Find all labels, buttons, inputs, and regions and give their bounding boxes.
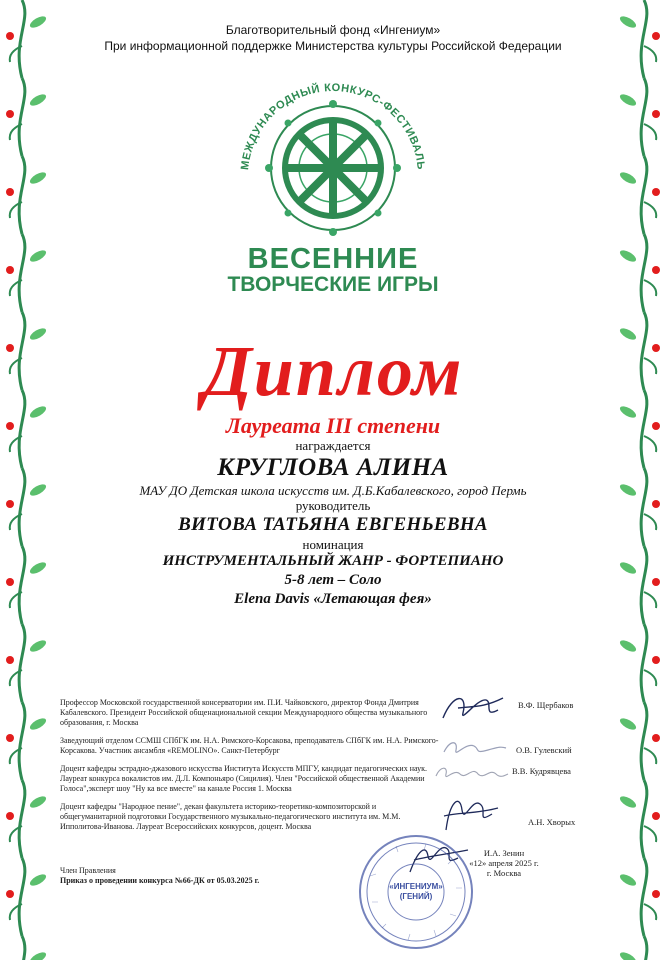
date-block <box>454 848 554 878</box>
festival-emblem <box>226 58 440 248</box>
jury-desc-2: Заведующий отделом ССМШ СПбГК им. Н.А. Римского-Корсакова, преподаватель СПбГК им. Н.А. Римского-Корсакова. Участник ансамбля «REMOLINO». Санкт-Петербург <box>60 736 439 755</box>
vine-leaf <box>618 950 638 960</box>
vine-stem <box>641 624 647 702</box>
vine-curl <box>644 748 656 764</box>
vine-curl <box>644 124 656 140</box>
vine-stem <box>641 546 647 624</box>
vine-berry <box>652 734 660 742</box>
vine-curl <box>644 670 656 686</box>
vine-leaf <box>618 170 638 186</box>
emblem-ring-text: МЕЖДУНАРОДНЫЙ КОНКУРС-ФЕСТИВАЛЬ <box>239 81 427 171</box>
board-role: Член Правления <box>60 866 116 875</box>
vine-stem <box>641 78 647 156</box>
vine-berry <box>652 188 660 196</box>
nomination-label: номинация <box>302 537 364 552</box>
vine-stem <box>19 546 25 624</box>
vine-berry <box>652 422 660 430</box>
vine-stem <box>19 78 25 156</box>
vine-stem <box>19 624 25 702</box>
vine-stem <box>641 858 647 936</box>
stamp-center-1: «ИНГЕНИУМ» <box>389 882 443 891</box>
vine-stem <box>641 468 647 546</box>
vine-berry <box>6 812 14 820</box>
vine-leaf <box>28 560 48 576</box>
mentor-label: руководитель <box>295 498 371 513</box>
vine-leaf <box>618 872 638 888</box>
vine-leaf <box>28 638 48 654</box>
signature-2 <box>440 734 510 760</box>
footer-left <box>60 866 259 886</box>
vine-stem <box>19 858 25 936</box>
school-name: МАУ ДО Детская школа искусств им. Д.Б.Кабалевского, город Пермь <box>139 483 527 498</box>
vine-berry <box>652 110 660 118</box>
vine-curl <box>644 826 656 842</box>
vine-berry <box>652 578 660 586</box>
vine-curl <box>644 904 656 920</box>
vine-berry <box>652 890 660 898</box>
stamp-center-2: (ГЕНИЙ) <box>399 892 433 901</box>
vine-leaf <box>618 482 638 498</box>
jury-list <box>60 698 440 840</box>
vine-stem <box>19 936 25 960</box>
vine-berry <box>6 500 14 508</box>
vine-berry <box>6 110 14 118</box>
vine-leaf <box>28 950 48 960</box>
vine-berry <box>6 890 14 898</box>
jury-name-3: В.В. Кудрявцева <box>512 766 571 776</box>
festival-title-line1: ВЕСЕННИЕ <box>247 243 419 275</box>
participant-name: КРУГЛОВА АЛИНА <box>217 454 449 481</box>
vine-leaf <box>618 560 638 576</box>
signature-1 <box>438 688 508 728</box>
laureate-degree: Лауреата III степени <box>225 413 441 438</box>
jury-desc-4: Доцент кафедры "Народное пение", декан факультета историко-теоретико-композиторской и общегуманитарной подготовки Государственного музыкально-педагогического института им. М.М. Ипполитова-Иванова. Лауреат Всероссийских конкурсов, доцент. Москва <box>60 802 401 831</box>
mentor-name: ВИТОВА ТАТЬЯНА ЕВГЕНЬЕВНА <box>178 514 488 535</box>
vine-leaf <box>28 872 48 888</box>
header <box>0 22 666 54</box>
vine-berry <box>652 500 660 508</box>
vine-stem <box>641 936 647 960</box>
vine-leaf <box>618 794 638 810</box>
vine-stem <box>19 702 25 780</box>
vine-leaf <box>618 638 638 654</box>
jury-desc-3: Доцент кафедры эстрадно-джазового искусства Института Искусств МПГУ, кандидат педагогических наук. Лауреат конкурса вокалистов им. Д.Л. Компоньяро (Сицилия). Член "Российской общественной Академии Голоса",эксперт шоу "Ну ка все вместе" на канале Россия 1. Москва <box>60 764 428 793</box>
diploma-title: Диплом <box>202 331 464 411</box>
vine-berry <box>6 656 14 664</box>
vine-leaf <box>28 482 48 498</box>
vine-stem <box>641 702 647 780</box>
signer-name: И.А. Зенин <box>483 848 525 858</box>
vine-leaf <box>28 794 48 810</box>
vine-berry <box>6 734 14 742</box>
jury-name-1: В.Ф. Щербаков <box>518 700 574 710</box>
jury-name-2: О.В. Гулевский <box>516 745 572 755</box>
order-line: Приказ о проведении конкурса №66-ДК от 05.03.2025 г. <box>60 876 260 885</box>
vine-leaf <box>618 716 638 732</box>
vine-stem <box>641 780 647 858</box>
signature-4 <box>436 790 506 836</box>
vine-berry <box>6 578 14 586</box>
vine-berry <box>6 188 14 196</box>
vine-curl <box>644 514 656 530</box>
foundation-line: Благотворительный фонд «Ингениум» <box>225 23 441 37</box>
diploma-body <box>60 414 606 609</box>
vine-leaf <box>28 170 48 186</box>
vine-berry <box>652 656 660 664</box>
vine-berry <box>6 422 14 430</box>
issue-date: «12» апреля 2025 г. <box>469 858 539 868</box>
signature-3 <box>432 760 510 786</box>
festival-title-line2: ТВОРЧЕСКИЕ ИГРЫ <box>227 273 439 296</box>
awarded-label: награждается <box>295 438 371 453</box>
vine-curl <box>644 436 656 452</box>
vine-leaf <box>28 92 48 108</box>
festival-title <box>0 244 666 296</box>
piece-title: Elena Davis «Летающая фея» <box>234 591 432 607</box>
vine-curl <box>644 202 656 218</box>
jury-desc-1: Профессор Московской государственной консерватории им. П.И. Чайковского, директор Фонда Дмитрия Кабалевского. Президент Российской общенациональной секции Международного общества музыкального образования, г. Москва <box>60 698 428 727</box>
age-category: 5-8 лет – Соло <box>284 572 382 588</box>
jury-name-4: А.Н. Хворых <box>528 817 576 827</box>
issue-city: г. Москва <box>486 868 522 878</box>
vine-berry <box>652 812 660 820</box>
vine-stem <box>19 156 25 234</box>
vine-curl <box>644 592 656 608</box>
nomination: ИНСТРУМЕНТАЛЬНЫЙ ЖАНР - ФОРТЕПИАНО <box>162 553 504 569</box>
support-line: При информационной поддержке Министерства культуры Российской Федерации <box>104 39 562 53</box>
vine-stem <box>19 468 25 546</box>
vine-leaf <box>28 716 48 732</box>
vine-stem <box>19 780 25 858</box>
vine-stem <box>641 156 647 234</box>
right-vine-border <box>614 0 666 960</box>
vine-leaf <box>618 92 638 108</box>
left-vine-border <box>0 0 52 960</box>
